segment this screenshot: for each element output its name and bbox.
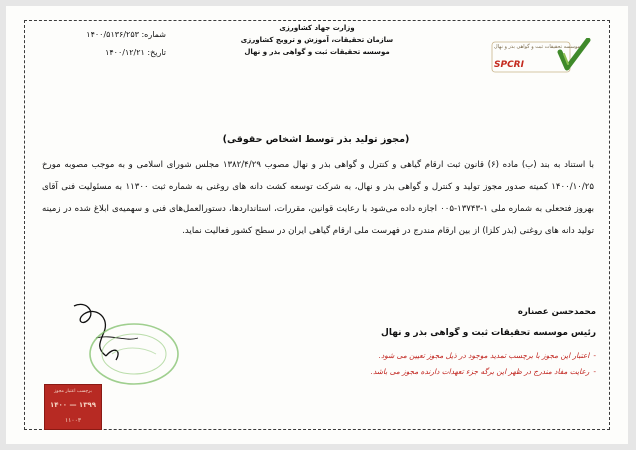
number-value: ۱۴۰۰/۵۱۳۶/۲۵۳ xyxy=(86,30,139,39)
bullet-icon: - xyxy=(593,351,596,360)
stamp-code: ۱۱۰۰۳ xyxy=(64,417,82,424)
date-label: تاریخ: xyxy=(147,48,166,57)
letter-date xyxy=(36,44,166,62)
body-paragraph: با استناد به بند (ب) ماده (۶) قانون ثبت ارقام گیاهی و کنترل و گواهی بذر و نهال مصوب ۱۳۸۲/۴/۲۹ مجلس شورای اسلامی و به موجب مصوبه مورخ ۱۴۰۰/۱۰/۲۵ کمیته صدور مجوز تولید و کنترل و گواهی بذر و نهال، به شرکت توسعه کشت دانه های روغنی به شماره ثبت ۱۱۳۰۰ به مسئولیت فنی آقای بهروز فتحعلی به شماره ملی ۱-۱۳۷۴۳-۰۰۵ اجازه داده می‌شود با رعایت قوانین، مقررات، استانداردها، دستورالعمل‌های فنی و سهمیه‌ی ابلاغ شده در زمینه تولید دانه های روغنی (بذر کلزا) از بین ارقام مندرج در فهرست ملی ارقام گیاهی ایران در سطح کشور فعالیت نماید. xyxy=(42,160,594,236)
logo-title: موسسه تحقیقات ثبت و گواهی بذر و نهال xyxy=(494,44,581,50)
ministry-line: وزارت جهاد کشاورزی xyxy=(279,24,355,32)
signer-title: رئیس موسسه تحقیقات ثبت و گواهی بذر و نهال xyxy=(381,328,596,338)
bullet-icon: - xyxy=(593,367,596,376)
organization-line: سازمان تحقیقات، آموزش و ترویج کشاورزی xyxy=(240,36,394,44)
document-page xyxy=(6,6,628,444)
date-value: ۱۴۰۰/۱۲/۲۱ xyxy=(105,48,145,57)
letter-meta xyxy=(36,26,166,62)
note-text: اعتبار این مجوز با برچسب تمدید موجود در ذیل مجوز تعیین می شود. xyxy=(378,351,590,360)
green-seal xyxy=(82,318,182,388)
note-text: رعایت مفاد مندرج در ظهر این برگه جزء تعهدات دارنده مجوز می باشد. xyxy=(370,367,590,376)
spcri-logo xyxy=(464,38,594,78)
letter-number xyxy=(36,26,166,44)
logo-text: SPCRI xyxy=(494,60,524,70)
document-body xyxy=(42,154,594,242)
note-item xyxy=(186,364,596,380)
organization-header xyxy=(222,22,412,58)
number-label: شماره: xyxy=(141,30,166,39)
stamp-top-text: برچسب اعتبار مجوز xyxy=(54,389,92,394)
institute-line: موسسه تحقیقات ثبت و گواهی بذر و نهال xyxy=(244,48,390,56)
stamp-years: ۱۴۰۰ — ۱۳۹۹ xyxy=(49,401,97,409)
note-item xyxy=(186,348,596,364)
signer-name: محمدحسن عصناره xyxy=(517,307,596,317)
notes-list xyxy=(186,348,596,380)
renewal-stamp xyxy=(44,384,102,430)
document-title: (مجوز تولید بذر توسط اشخاص حقوقی) xyxy=(222,134,410,145)
